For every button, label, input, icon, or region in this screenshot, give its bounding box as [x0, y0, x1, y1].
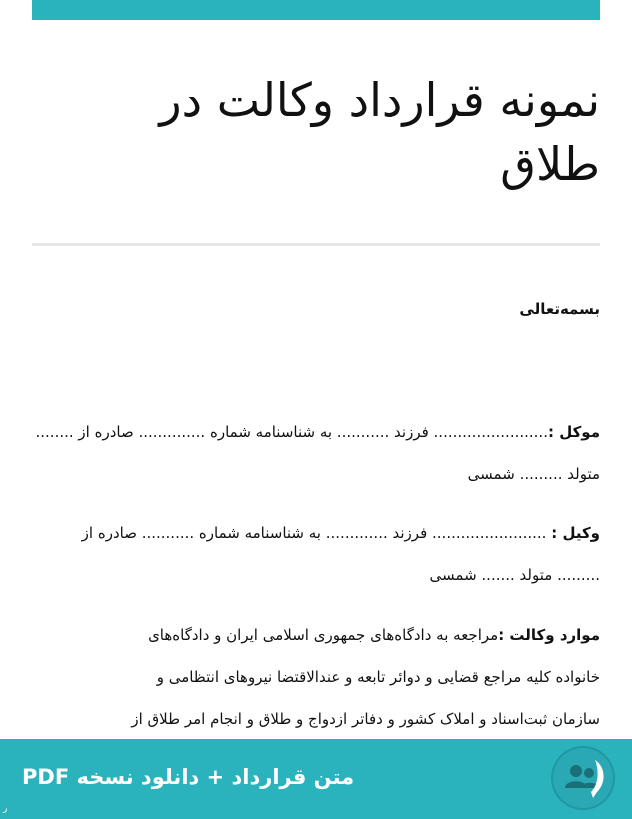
- mavared-text-3: سازمان ثبت‌اسناد و املاک کشور و دفاتر ازدواج و طلاق و انجام امر طلاق از: [131, 710, 600, 728]
- vakil-label: وکیل :: [551, 524, 600, 542]
- site-logo[interactable]: [551, 746, 615, 810]
- page-title-line-1: نمونه قرارداد وکالت در: [159, 73, 600, 127]
- mavared-text-1: مراجعه به دادگاه‌های جمهوری اسلامی ایران و دادگاه‌های: [148, 626, 499, 644]
- users-icon: [551, 746, 615, 810]
- top-accent-bar: [32, 0, 600, 20]
- mavared-label: موارد وکالت :: [498, 626, 600, 644]
- vakil-text-1: ........................ فرزند ............. به شناسنامه شماره ........... صادره از: [81, 524, 552, 542]
- bismillah-heading: بسمه‌تعالی: [519, 300, 600, 318]
- corner-mark: ر: [3, 804, 8, 814]
- download-pdf-label[interactable]: متن قرارداد + دانلود نسخه PDF: [22, 765, 355, 789]
- page-title-line-2: طلاق: [500, 137, 600, 191]
- mowakkel-paragraph: [32, 411, 600, 495]
- mowakkel-text-2: متولد ......... شمسی: [467, 465, 600, 483]
- vakil-text-2: ......... متولد ....... شمسی: [429, 566, 600, 584]
- vakil-paragraph: [32, 512, 600, 596]
- title-divider: [32, 243, 600, 246]
- mavared-text-2: خانواده کلیه مراجع قضایی و دوائر تابعه و عندالاقتضا نیروهای انتظامی و: [156, 668, 600, 686]
- mavared-paragraph: [32, 614, 600, 740]
- mowakkel-line-1: [32, 411, 600, 453]
- mavared-line-1: [32, 614, 600, 656]
- mowakkel-text-1: ........................ فرزند ........... به شناسنامه شماره .............. صادره از ........: [35, 423, 548, 441]
- vakil-line-1: [32, 512, 600, 554]
- mowakkel-label: موکل :: [547, 423, 600, 441]
- page-title: [32, 68, 600, 196]
